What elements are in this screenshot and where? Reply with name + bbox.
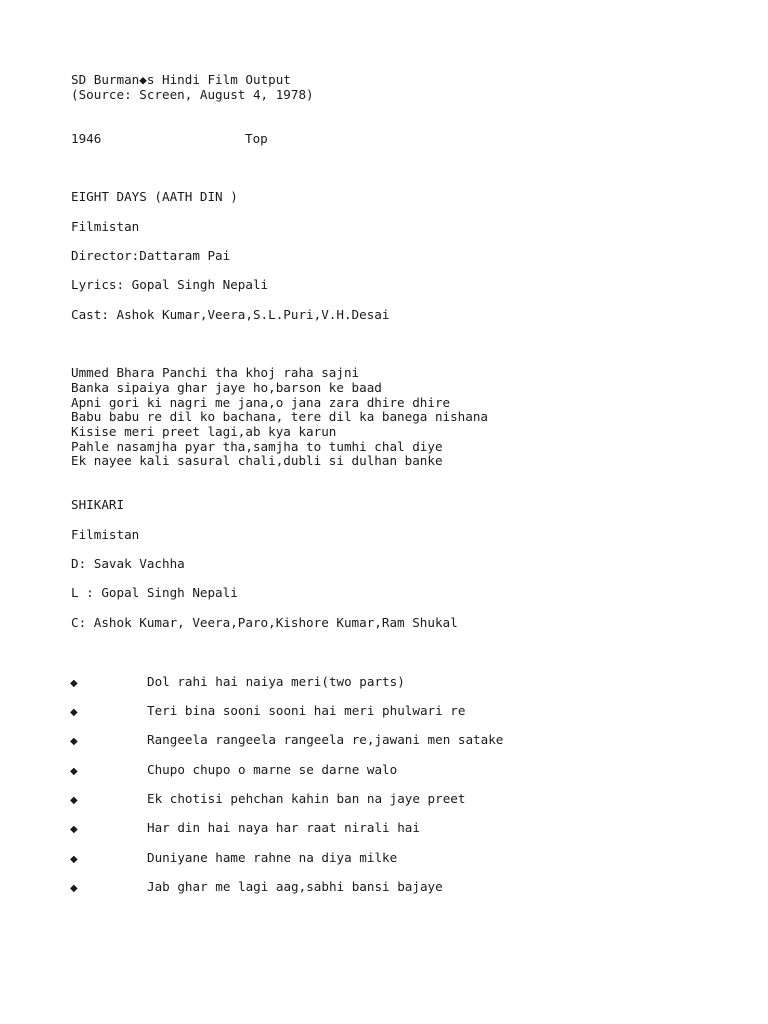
film-title: EIGHT DAYS (AATH DIN ) (71, 189, 238, 204)
film-lyrics: L : Gopal Singh Nepali (71, 585, 238, 600)
song-line: Ummed Bhara Panchi tha khoj raha sajni (71, 365, 360, 380)
top-link[interactable]: Top (245, 131, 268, 146)
song-item: Dol rahi hai naiya meri(two parts) (147, 674, 405, 689)
document-source: (Source: Screen, August 4, 1978) (71, 87, 314, 102)
song-item: Duniyane hame rahne na diya milke (147, 850, 398, 865)
song-item: Chupo chupo o marne se darne walo (147, 762, 398, 777)
bullet-icon: ◆ (70, 766, 78, 777)
song-line: Pahle nasamjha pyar tha,samjha to tumhi chal diye (71, 439, 443, 454)
song-item: Rangeela rangeela rangeela re,jawani men satake (147, 732, 504, 747)
film-studio: Filmistan (71, 219, 140, 234)
song-line: Kisise meri preet lagi,ab kya karun (71, 424, 337, 439)
film-director: D: Savak Vachha (71, 556, 185, 571)
document-title: SD Burman◆s Hindi Film Output (71, 72, 291, 87)
bullet-icon: ◆ (70, 707, 78, 718)
song-line: Ek nayee kali sasural chali,dubli si dulhan banke (71, 453, 443, 468)
song-line: Babu babu re dil ko bachana, tere dil ka banega nishana (71, 409, 489, 424)
film-studio: Filmistan (71, 527, 140, 542)
year-label: 1946 (71, 131, 102, 146)
song-line: Banka sipaiya ghar jaye ho,barson ke baad (71, 380, 382, 395)
bullet-icon: ◆ (70, 678, 78, 689)
song-item: Har din hai naya har raat nirali hai (147, 820, 420, 835)
film-title: SHIKARI (71, 497, 125, 512)
film-director: Director:Dattaram Pai (71, 248, 231, 263)
bullet-icon: ◆ (70, 883, 78, 894)
song-item: Teri bina sooni sooni hai meri phulwari re (147, 703, 466, 718)
bullet-icon: ◆ (70, 795, 78, 806)
song-line: Apni gori ki nagri me jana,o jana zara dhire dhire (71, 395, 451, 410)
song-item: Ek chotisi pehchan kahin ban na jaye preet (147, 791, 466, 806)
film-lyrics: Lyrics: Gopal Singh Nepali (71, 277, 269, 292)
bullet-icon: ◆ (70, 854, 78, 865)
bullet-icon: ◆ (70, 824, 78, 835)
film-cast: C: Ashok Kumar, Veera,Paro,Kishore Kumar,Ram Shukal (71, 615, 458, 630)
film-cast: Cast: Ashok Kumar,Veera,S.L.Puri,V.H.Desai (71, 307, 390, 322)
song-item: Jab ghar me lagi aag,sabhi bansi bajaye (147, 879, 443, 894)
bullet-icon: ◆ (70, 736, 78, 747)
